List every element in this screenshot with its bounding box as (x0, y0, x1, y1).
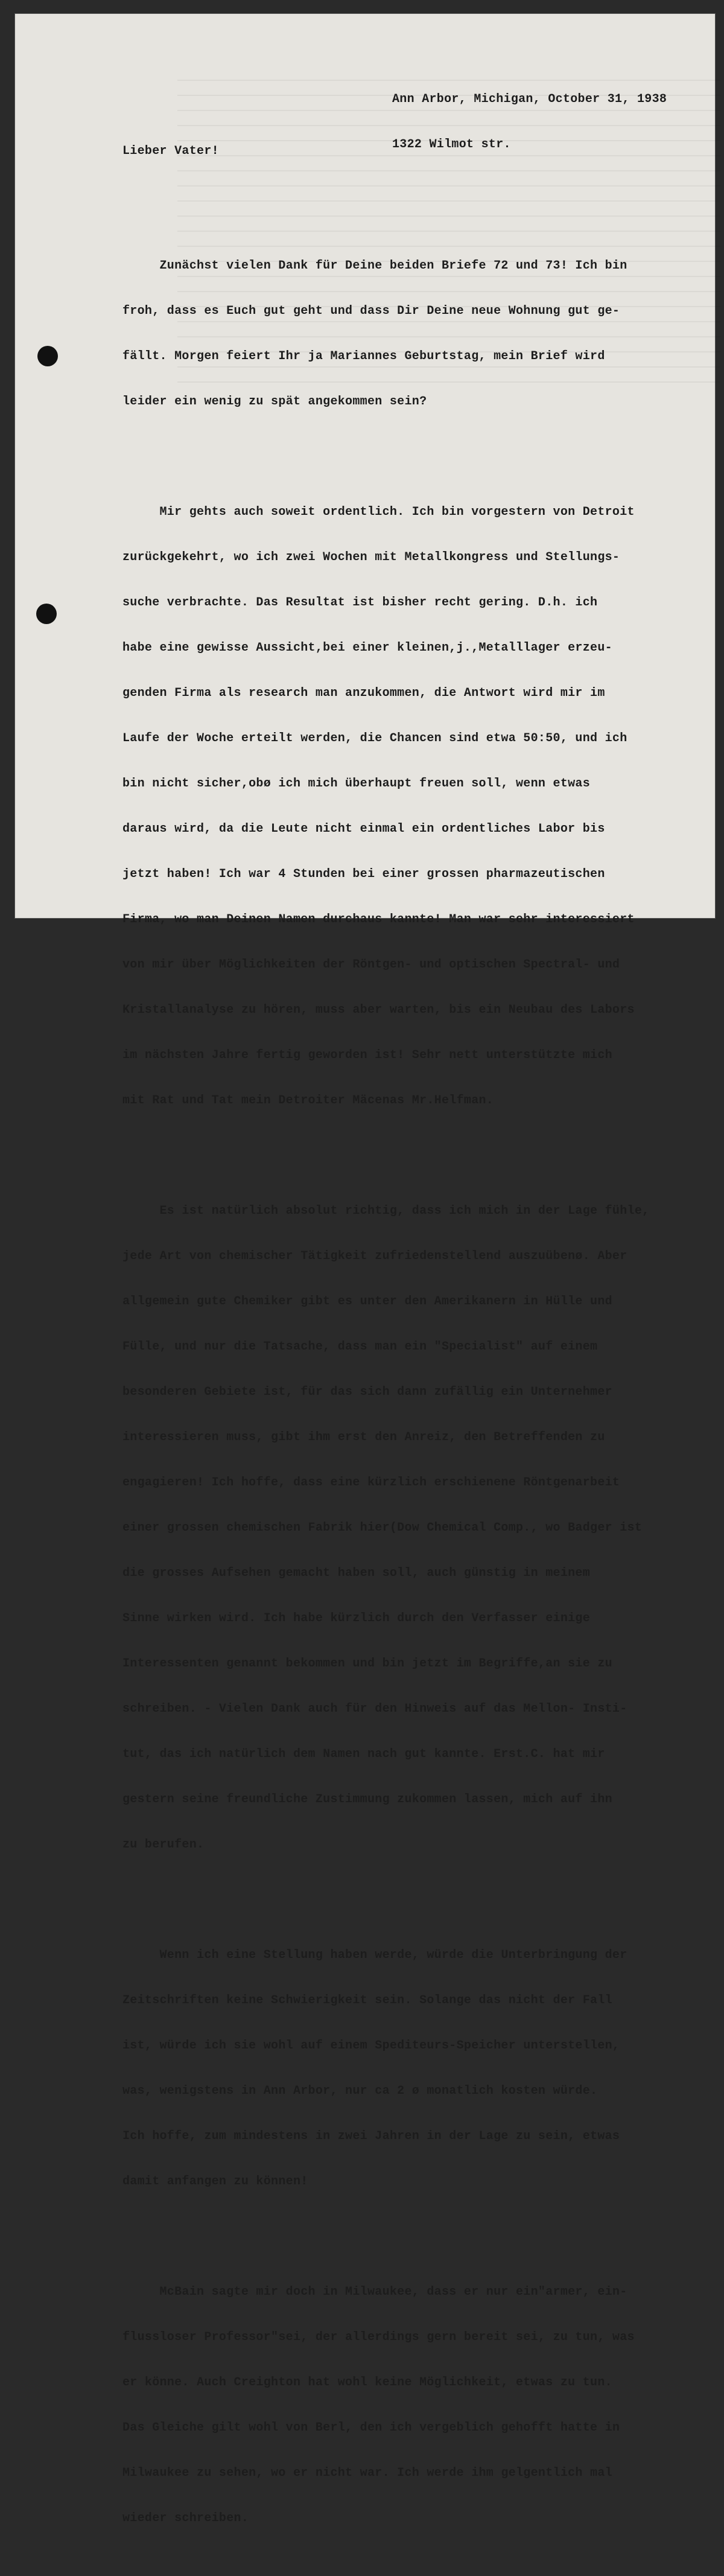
text-line: Laufe der Woche erteilt werden, die Chancen sind etwa 50:50, und ich (122, 732, 627, 745)
text-line: wieder schreiben. (122, 2511, 249, 2525)
letter-body (122, 198, 649, 2576)
text-line: Mir gehts auch soweit ordentlich. Ich bin vorgestern von Detroit (122, 505, 635, 519)
text-line: die grosses Aufsehen gemacht haben soll, auch günstig in meinem (122, 1566, 591, 1580)
punch-hole-bottom (36, 604, 57, 624)
text-line: Sinne wirken wird. Ich habe kürzlich durch den Verfasser einige (122, 1612, 591, 1625)
text-line: jetzt haben! Ich war 4 Stunden bei einer grossen pharmazeutischen (122, 867, 605, 881)
text-line: interessieren muss, gibt ihm erst den Anreiz, den Betreffenden zu (122, 1430, 605, 1444)
text-line: Kristallanalyse zu hören, muss aber warten, bis ein Neubau des Labors (122, 1003, 635, 1017)
text-line: habe eine gewisse Aussicht,bei einer kleinen,j.,Metalllager erzeu- (122, 641, 612, 655)
text-line: Milwaukee zu sehen, wo er nicht war. Ich werde ihm gelgentlich mal (122, 2466, 612, 2480)
text-line: zu berufen. (122, 1838, 205, 1852)
text-line: Es ist natürlich absolut richtig, dass ich mich in der Lage fühle, (122, 1204, 650, 1218)
text-line: damit anfangen zu können! (122, 2175, 308, 2189)
paragraph-2 (122, 474, 649, 1138)
text-line: suche verbrachte. Das Resultat ist bisher recht gering. D.h. ich (122, 596, 598, 610)
text-line: im nächsten Jahre fertig geworden ist! Sehr nett unterstützte mich (122, 1048, 612, 1062)
text-line: fällt. Morgen feiert Ihr ja Mariannes Geburtstag, mein Brief wird (122, 349, 605, 363)
text-line: Fülle, und nur die Tatsache, dass man ein "Specialist" auf einem (122, 1340, 598, 1354)
text-line: mit Rat und Tat mein Detroiter Mäcenas Mr.Helfman. (122, 1094, 494, 1108)
text-line: Interessenten genannt bekommen und bin jetzt im Begriffe,an sie zu (122, 1657, 612, 1671)
text-line: tut, das ich natürlich dem Namen nach gut kannte. Erst.C. hat mir (122, 1747, 605, 1761)
text-line: besonderen Gebiete ist, für das sich dann zufällig ein Unternehmer (122, 1385, 612, 1399)
text-line: von mir über Möglichkeiten der Röntgen- und optischen Spectral- und (122, 958, 620, 972)
text-line: McBain sagte mir doch in Milwaukee, dass er nur ein"armer, ein- (122, 2285, 627, 2299)
letter-header (392, 62, 667, 167)
text-line: froh, dass es Euch gut geht und dass Dir Deine neue Wohnung gut ge- (122, 304, 620, 318)
text-line: gestern seine freundliche Zustimmung zukommen lassen, mich auf ihn (122, 1793, 612, 1806)
text-line: einer grossen chemischen Fabrik hier(Dow Chemical Comp., wo Badger ist (122, 1521, 643, 1535)
text-line: schreiben. - Vielen Dank auch für den Hinweis auf das Mellon- Insti- (122, 1702, 627, 1716)
text-line: Ich hoffe, zum mindestens in zwei Jahren in der Lage zu sein, etwas (122, 2129, 620, 2143)
punch-hole-top (37, 346, 58, 366)
salutation: Lieber Vater! (122, 144, 219, 158)
address-line: 1322 Wilmot str. (392, 138, 511, 151)
text-line: zurückgekehrt, wo ich zwei Wochen mit Metallkongress und Stellungs- (122, 550, 620, 564)
place-date-line: Ann Arbor, Michigan, October 31, 1938 (392, 92, 667, 106)
text-line: leider ein wenig zu spät angekommen sein? (122, 395, 427, 409)
text-line: flussloser Professor"sei, der allerdings gern bereit sei, zu tun, was (122, 2330, 635, 2344)
paragraph-4 (122, 1918, 649, 2219)
text-line: Das Gleiche gilt wohl von Berl, den ich vergeblich gehofft hatte in (122, 2421, 620, 2435)
text-line: Zunächst vielen Dank für Deine beiden Briefe 72 und 73! Ich bin (122, 259, 627, 273)
paragraph-5 (122, 2254, 649, 2556)
paragraph-3 (122, 1173, 649, 1883)
text-line: jede Art von chemischer Tätigkeit zufriedenstellend auszuübenø. Aber (122, 1249, 627, 1263)
text-line: Firma, wo man Deinen Namen durchaus kannte! Man war sehr interessiert (122, 913, 635, 926)
paragraph-1 (122, 228, 649, 439)
text-line: Zeitschriften keine Schwierigkeit sein. Solange das nicht der Fall (122, 1994, 612, 2007)
text-line: engagieren! Ich hoffe, dass eine kürzlich erschienene Röntgenarbeit (122, 1476, 620, 1490)
text-line: genden Firma als research man anzukommen, die Antwort wird mir im (122, 686, 605, 700)
text-line: er könne. Auch Creighton hat wohl keine Möglichkeit, etwas zu tun. (122, 2376, 612, 2389)
text-line: Wenn ich eine Stellung haben werde, würde die Unterbringung der (122, 1948, 627, 1962)
text-line: allgemein gute Chemiker gibt es unter den Amerikanern in Hülle und (122, 1295, 612, 1309)
text-line: daraus wird, da die Leute nicht einmal ein ordentliches Labor bis (122, 822, 605, 836)
text-line: bin nicht sicher,obø ich mich überhaupt freuen soll, wenn etwas (122, 777, 591, 791)
text-line: ist, würde ich sie wohl auf einem Spediteurs-Speicher unterstellen, (122, 2039, 620, 2053)
text-line: was, wenigstens in Ann Arbor, nur ca 2 ø monatlich kosten würde. (122, 2084, 598, 2098)
